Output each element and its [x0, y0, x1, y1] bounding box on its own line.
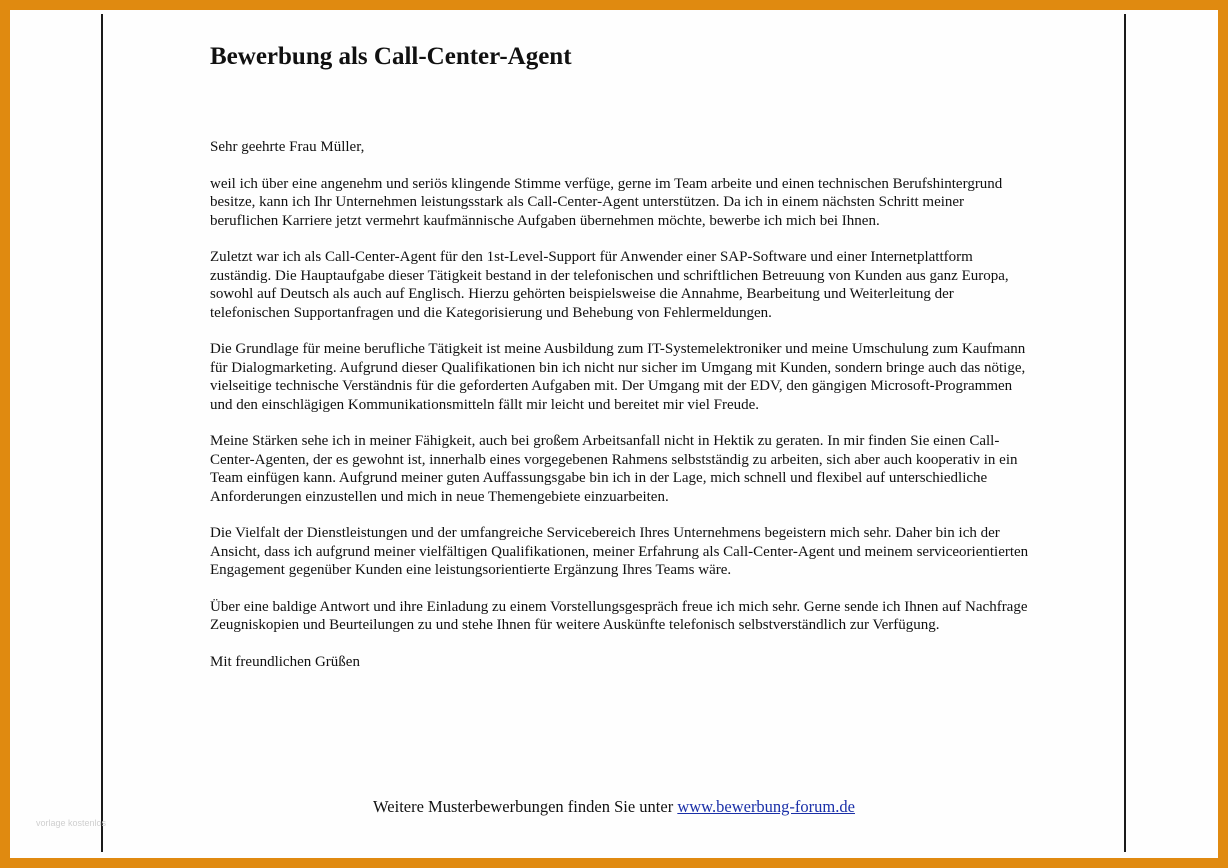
footer — [10, 797, 1218, 817]
letter-title: Bewerbung als Call-Center-Agent — [210, 43, 572, 70]
paragraph-4: Meine Stärken sehe ich in meiner Fähigkeit, auch bei großem Arbeitsanfall nicht in Hektik zu geraten. In mir finden Sie einen Call-Center-Agenten, der es gewohnt ist, innerhalb eines vorgegebenen Rahmens selbstständig zu arbeiten, sich aber auch kooperativ in ein Team einfügen kann. Aufgrund meiner guten Auffassungsgabe bin ich in der Lage, mich schnell und flexibel auf unterschiedliche Anforderungen einzustellen und mich in neue Themengebiete einzuarbeiten. — [210, 433, 1018, 505]
footer-text: Weitere Musterbewerbungen finden Sie unter — [373, 797, 678, 816]
paragraph-2: Zuletzt war ich als Call-Center-Agent für den 1st-Level-Support für Anwender einer SAP-Software und einer Internetplattform zuständig. Die Hauptaufgabe dieser Tätigkeit bestand in der telefonischen und schriftlichen Betreuung von Kunden aus ganz Europa, sowohl auf Deutsch als auch auf Englisch. Hierzu gehörten beispielsweise die Annahme, Bearbeitung und Weiterleitung der telefonischen Supportanfragen und die Kategorisierung und Behebung von Fehlermeldungen. — [210, 249, 1009, 321]
footer-link[interactable]: www.bewerbung-forum.de — [677, 797, 855, 816]
letter-body — [210, 40, 1030, 671]
right-margin-line — [1124, 14, 1126, 852]
watermark: vorlage kostenlos — [36, 818, 107, 828]
closing: Mit freundlichen Grüßen — [210, 653, 360, 670]
document-page — [10, 10, 1218, 858]
paragraph-5: Die Vielfalt der Dienstleistungen und der umfangreiche Servicebereich Ihres Unternehmens begeistern mich sehr. Daher bin ich der Ansicht, dass ich aufgrund meiner vielfältigen Qualifikationen, meiner Erfahrung als Call-Center-Agent und meinem serviceorientierten Engagement gegenüber Kunden eine leistungsorientierte Ergänzung Ihres Teams wäre. — [210, 525, 1029, 578]
left-margin-line — [101, 14, 103, 852]
paragraph-6: Über eine baldige Antwort und ihre Einladung zu einem Vorstellungsgespräch freue ich mich sehr. Gerne sende ich Ihnen auf Nachfrage Zeugniskopien und Beurteilungen zu und stehe Ihnen für weitere Auskünfte telefonisch selbstverständlich zur Verfügung. — [210, 598, 1028, 633]
salutation: Sehr geehrte Frau Müller, — [210, 139, 365, 155]
paragraph-1: weil ich über eine angenehm und seriös klingende Stimme verfüge, gerne im Team arbeite und einen technischen Berufshintergrund besitze, kann ich Ihr Unternehmen leistungsstark als Call-Center-Agent unterstützen. Da ich in einem nächsten Schritt meiner beruflichen Karriere jetzt vermehrt kaufmännische Aufgaben übernehmen möchte, bewerbe ich mich bei Ihnen. — [210, 175, 1003, 229]
paragraph-3: Die Grundlage für meine berufliche Tätigkeit ist meine Ausbildung zum IT-Systemelektroniker und meine Umschulung zum Kaufmann für Dialogmarketing. Aufgrund dieser Qualifikationen bin ich nicht nur sicher im Umgang mit Kunden, sondern bringe auch das nötige, vielseitige technische Verständnis für die geforderten Aufgaben mit. Der Umgang mit der EDV, den gängigen Microsoft-Programmen und den einschlägigen Kommunikationsmitteln fällt mir leicht und bereitet mir viel Freude. — [210, 341, 1026, 413]
